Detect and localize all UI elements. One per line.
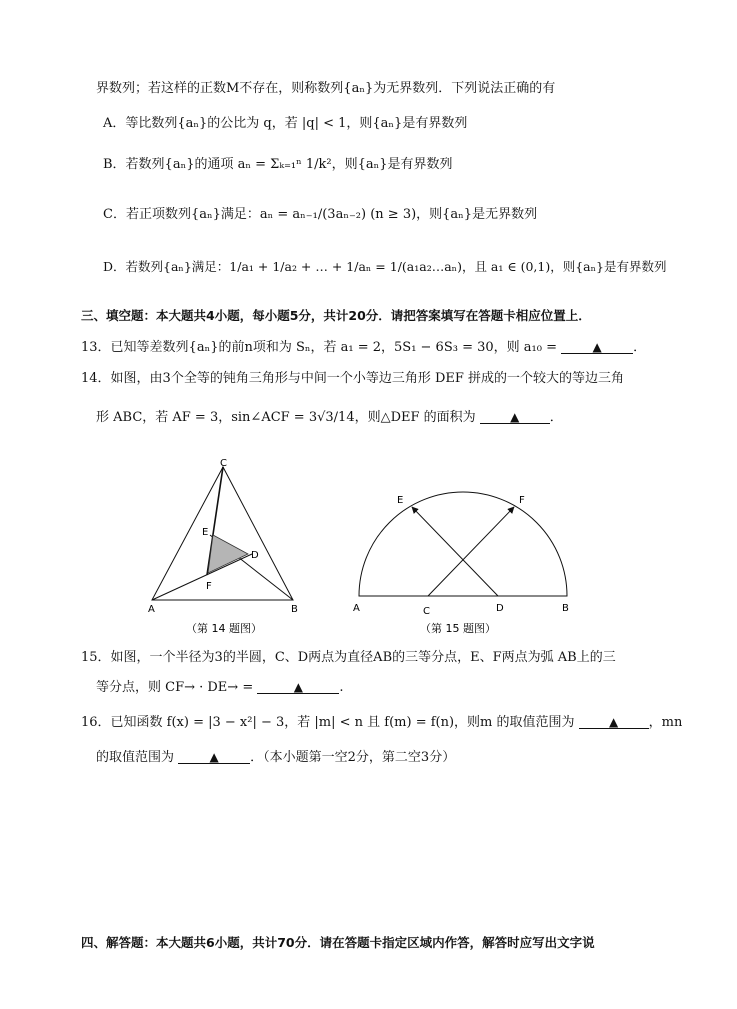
label-a: A [148,604,155,615]
q16-blank-1: ▲ [579,716,649,729]
label-e: E [397,495,404,506]
triangle-abc [152,467,293,600]
figure-14 [140,455,310,645]
semicircle [359,492,567,596]
label-b: B [291,604,298,615]
q14-text: 形 ABC，若 AF = 3，sin∠ACF = 3√3/14，则△DEF 的面积为 [96,410,476,425]
option-c: C．若正项数列{aₙ}满足：aₙ = aₙ₋₁/(3aₙ₋₂) (n ≥ 3)，则{aₙ}是无界数列 [103,207,538,222]
figure-15 [345,485,585,645]
figure-15-caption: （第 15 题图） [420,622,496,635]
section-3-heading: 三、填空题：本大题共4小题，每小题5分，共计20分．请把答案填写在答题卡相应位置上． [81,308,591,323]
figure-14-caption: （第 14 题图） [186,622,262,635]
option-d: D．若数列{aₙ}满足：1/a₁ + 1/a₂ + … + 1/aₙ = 1/(a₁a₂…aₙ)，且 a₁ ∈ (0,1)，则{aₙ}是有界数列 [103,259,667,274]
label-f: F [519,495,525,506]
vector-cf [428,507,514,596]
q13-text: 13．已知等差数列{aₙ}的前n项和为 Sₙ，若 a₁ = 2，5S₁ − 6S₃ = 30，则 a₁₀ = [81,340,557,355]
q13-answer-blank: ▲ [561,341,633,354]
q16-end-1: ，mn [648,715,683,730]
label-e: E [202,527,209,538]
vector-de [412,507,498,596]
label-b: B [562,603,569,614]
q16-blank-2: ▲ [178,751,250,764]
q15-text: 等分点，则 CF→ · DE→ = [96,680,254,695]
question-16-line1 [81,716,682,729]
q16-text-2: 的取值范围为 [96,750,175,765]
triangle-def [208,535,248,573]
label-f: F [206,581,212,592]
section-4-heading: 四、解答题：本大题共6小题，共计70分．请在答题卡指定区域内作答，解答时应写出文字说 [81,935,595,950]
question-15-line2 [96,681,344,694]
q14-answer-blank: ▲ [480,411,550,424]
option-b: B．若数列{aₙ}的通项 aₙ = Σₖ₌₁ⁿ 1/k²，则{aₙ}是有界数列 [103,157,453,172]
question-14-line2 [96,411,563,424]
label-a: A [353,603,360,614]
q16-text: 16．已知函数 f(x) = |3 − x²| − 3，若 |m| < n 且 f(m) = f(n)，则m 的取值范围为 [81,715,575,730]
label-d: D [496,603,504,614]
continued-text: 界数列；若这样的正数M不存在，则称数列{aₙ}为无界数列．下列说法正确的有 [96,81,556,96]
label-c: C [423,606,430,617]
segment-af [152,554,252,600]
q13-end: ． [633,340,647,355]
question-15-line1: 15．如图，一个半径为3的半圆，C、D两点为直径AB的三等分点，E、F两点为弧 AB上的三 [81,650,616,665]
q15-answer-blank: ▲ [257,681,339,694]
question-14-line1: 14．如图，由3个全等的钝角三角形与中间一个小等边三角形 DEF 拼成的一个较大的等边三角 [81,371,625,386]
label-d: D [251,550,259,561]
q14-end: ． [549,410,563,425]
q15-end: . [339,680,344,695]
q16-end-2: ．（本小题第一空2分，第二空3分） [250,750,456,765]
label-c: C [220,458,227,469]
question-13 [81,341,646,354]
option-a: A．等比数列{aₙ}的公比为 q，若 |q| < 1，则{aₙ}是有界数列 [103,116,468,131]
question-16-line2 [96,751,455,764]
